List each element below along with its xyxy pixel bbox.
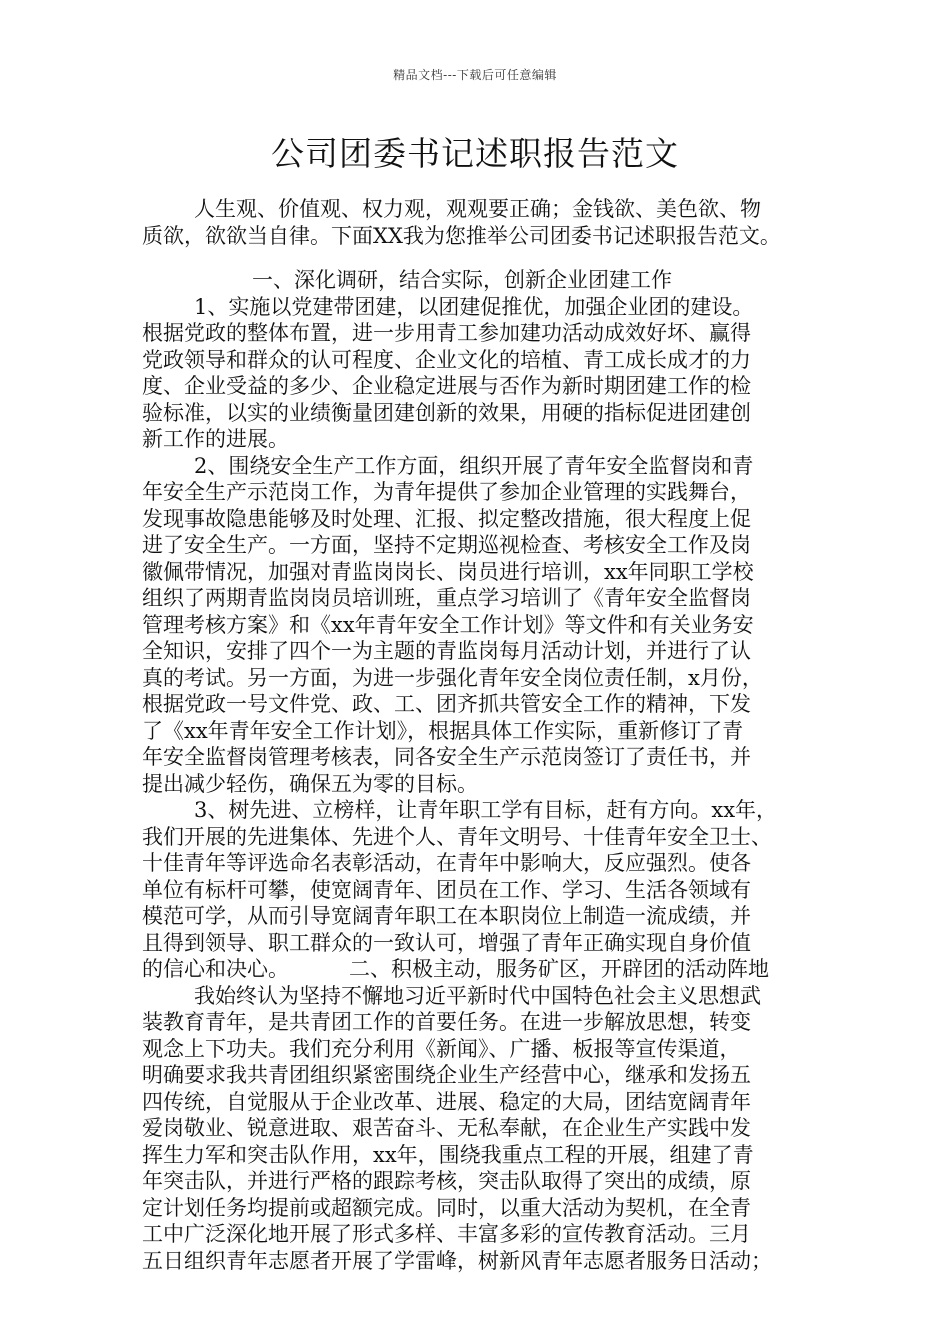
paragraph-line: 提出减少轻伤，确保五为零的目标。 [142, 771, 478, 796]
paragraph-line: 发现事故隐患能够及时处理、汇报、拟定整改措施，很大程度上促 [142, 506, 751, 531]
section-heading: 一、深化调研，结合实际，创新企业团建工作 [252, 268, 672, 292]
section-heading: 二、积极主动，服务矿区，开辟团的活动阵地 [349, 957, 769, 981]
paragraph-line: 定计划任务均提前或超额完成。同时，以重大活动为契机，在全青 [142, 1195, 751, 1220]
paragraph-line: 验标准，以实的业绩衡量团建创新的效果，用硬的指标促进团建创 [142, 400, 751, 425]
intro-line: 人生观、价值观、权力观，观观要正确；金钱欲、美色欲、物 [194, 197, 761, 221]
paragraph-line: 五日组织青年志愿者开展了学雷峰，树新风青年志愿者服务日活动； [142, 1248, 772, 1273]
paragraph-line: 十佳青年等评选命名表彰活动，在青年中影响大，反应强烈。使各 [142, 851, 751, 875]
paragraph-line: 单位有标杆可攀，使宽阔青年、团员在工作、学习、生活各领域有 [142, 877, 751, 902]
paragraph-line: 新工作的进展。 [142, 427, 289, 451]
paragraph-line: 明确要求我共青团组织紧密围绕企业生产经营中心，继承和发扬五 [142, 1063, 751, 1087]
paragraph-line: 爱岗敬业、锐意进取、艰苦奋斗、无私奉献，在企业生产实践中发 [142, 1116, 751, 1140]
paragraph-line: 且得到领导、职工群众的一致认可，增强了青年正确实现自身价值 [142, 930, 751, 955]
paragraph-line: 观念上下功夫。我们充分利用《新闻》、广播、板报等宣传渠道， [142, 1036, 741, 1061]
intro-line: 质欲，欲欲当自律。下面XX我为您推举公司团委书记述职报告范文。 [142, 223, 781, 248]
paragraph-line: 根据党政一号文件党、政、工、团齐抓共管安全工作的精神，下发 [142, 692, 751, 716]
paragraph-line: 2、围绕安全生产工作方面，组织开展了青年安全监督岗和青 [194, 453, 754, 478]
paragraph-line: 年安全监督岗管理考核表，同各安全生产示范岗签订了责任书，并 [142, 745, 751, 769]
paragraph-gap [142, 249, 822, 267]
paragraph-line: 管理考核方案》和《xx年青年安全工作计划》等文件和有关业务安 [142, 612, 754, 637]
paragraph-line-with-heading [142, 956, 822, 983]
paragraph-line: 了《xx年青年安全工作计划》，根据具体工作实际，重新修订了青 [142, 718, 744, 743]
paragraph-line: 真的考试。另一方面，为进一步强化青年安全岗位责任制，x月份， [142, 665, 763, 690]
document-body [142, 196, 822, 1274]
paragraph-line: 党政领导和群众的认可程度、企业文化的培植、青工成长成才的力 [142, 347, 751, 372]
paragraph-line: 进了安全生产。一方面，坚持不定期巡视检查、考核安全工作及岗 [142, 533, 751, 557]
paragraph-line: 我始终认为坚持不懈地习近平新时代中国特色社会主义思想武 [194, 983, 761, 1008]
paragraph-line: 模范可学，从而引导宽阔青年职工在本职岗位上制造一流成绩，并 [142, 904, 751, 928]
paragraph-line: 工中广泛深化地开展了形式多样、丰富多彩的宣传教育活动。三月 [142, 1222, 751, 1246]
paragraph-line: 年突击队，并进行严格的跟踪考核，突击队取得了突出的成绩，原 [142, 1169, 751, 1193]
header-note: 精品文档---下载后可任意编辑 [393, 68, 557, 82]
paragraph-line: 3、树先进、立榜样，让青年职工学有目标，赶有方向。xx年， [194, 798, 778, 822]
paragraph-line: 组织了两期青监岗岗员培训班，重点学习培训了《青年安全监督岗 [142, 586, 751, 610]
paragraph-line: 1、实施以党建带团建，以团建促推优，加强企业团的建设。 [194, 294, 754, 319]
paragraph-line: 我们开展的先进集体、先进个人、青年文明号、十佳青年安全卫士、 [142, 824, 772, 849]
paragraph-line: 徽佩带情况，加强对青监岗岗长、岗员进行培训，xx年同职工学校 [142, 559, 754, 584]
paragraph-line: 年安全生产示范岗工作，为青年提供了参加企业管理的实践舞台， [142, 480, 751, 504]
paragraph-line: 根据党政的整体布置，进一步用青工参加建功活动成效好坏、赢得 [142, 321, 751, 345]
document-title: 公司团委书记述职报告范文 [271, 134, 679, 173]
paragraph-line: 全知识，安排了四个一为主题的青监岗每月活动计划，并进行了认 [142, 639, 751, 663]
paragraph-line: 四传统，自觉服从于企业改革、进展、稳定的大局，团结宽阔青年 [142, 1089, 751, 1114]
paragraph-line: 挥生力军和突击队作用，xx年，围绕我重点工程的开展，组建了青 [142, 1142, 754, 1167]
paragraph-line: 的信心和决心。 [142, 957, 289, 981]
paragraph-line: 度、企业受益的多少、企业稳定进展与否作为新时期团建工作的检 [142, 374, 751, 398]
paragraph-line: 装教育青年，是共青团工作的首要任务。在进一步解放思想，转变 [142, 1010, 751, 1034]
